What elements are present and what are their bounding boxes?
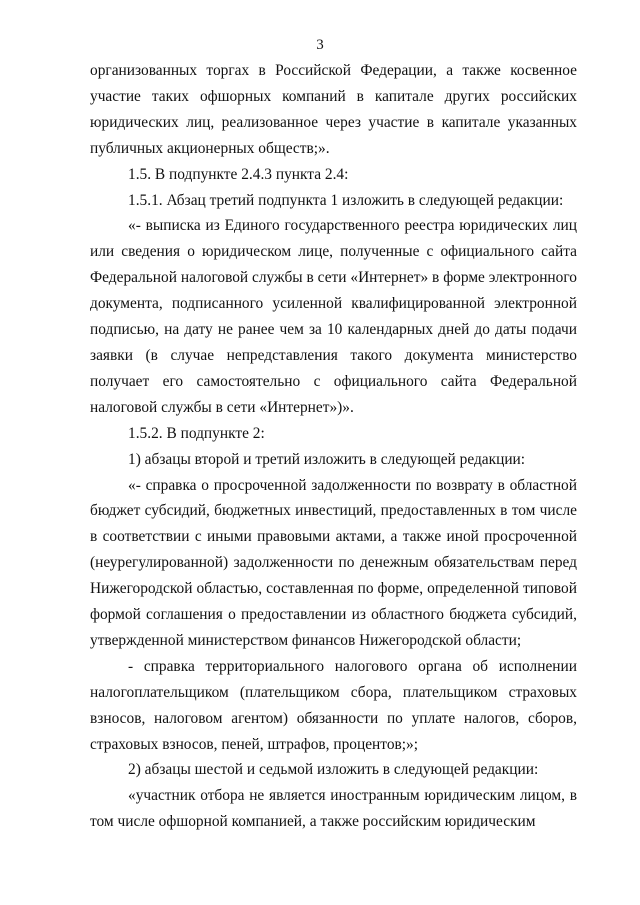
paragraph-subpoint-1-5: 1.5. В подпункте 2.4.3 пункта 2.4: [128, 165, 349, 183]
paragraph-tax-certificate: - справка территориального налогового органа об исполнении налогоплательщиком (плательщиком сбора, плательщиком страховых взносов, налоговом агентом) обязанности по уплате налогов, сборов, страховых взносов, пеней, штрафов, процентов;»; [90, 657, 577, 753]
page-number: 3 [316, 37, 324, 53]
paragraph-subpoint-1-5-2: 1.5.2. В подпункте 2: [128, 424, 265, 442]
document-body [90, 58, 577, 835]
paragraph-participant: «участник отбора не является иностранным юридическим лицом, в том числе офшорной компанией, а также российским юридическим [90, 787, 577, 831]
paragraph-subpoint-1-5-1: 1.5.1. Абзац третий подпункта 1 изложить в следующей редакции: [128, 191, 564, 209]
paragraph-item-2: 2) абзацы шестой и седьмой изложить в следующей редакции: [128, 761, 539, 779]
paragraph-egrul-extract: «- выписка из Единого государственного реестра юридических лиц или сведения о юридическом лице, полученные с официального сайта Федеральной налоговой службы в сети «Интернет» в форме электронного документа, подписанного усиленной квалифицированной электронной подписью, на дату не ранее чем за 10 календарных дней до даты подачи заявки (в случае непредставления такого документа министерство получает его самостоятельно с официального сайта Федеральной налоговой службы в сети «Интернет»)». [90, 217, 577, 416]
paragraph-debt-certificate: «- справка о просроченной задолженности по возврату в областной бюджет субсидий, бюджетных инвестиций, предоставленных в том числе в соответствии с иными правовыми актами, а также иной просроченной (неурегулированной) задолженности по денежным обязательствам перед Нижегородской областью, составленная по форме, определенной типовой формой соглашения о предоставлении из областного бюджета субсидий, утвержденной министерством финансов Нижегородской области; [90, 476, 577, 649]
paragraph-continuation: организованных торгах в Российской Федерации, а также косвенное участие таких офшорных компаний в капитале других российских юридических лиц, реализованное через участие в капитале указанных публичных акционерных обществ;». [90, 62, 577, 157]
paragraph-item-1: 1) абзацы второй и третий изложить в следующей редакции: [128, 450, 526, 468]
